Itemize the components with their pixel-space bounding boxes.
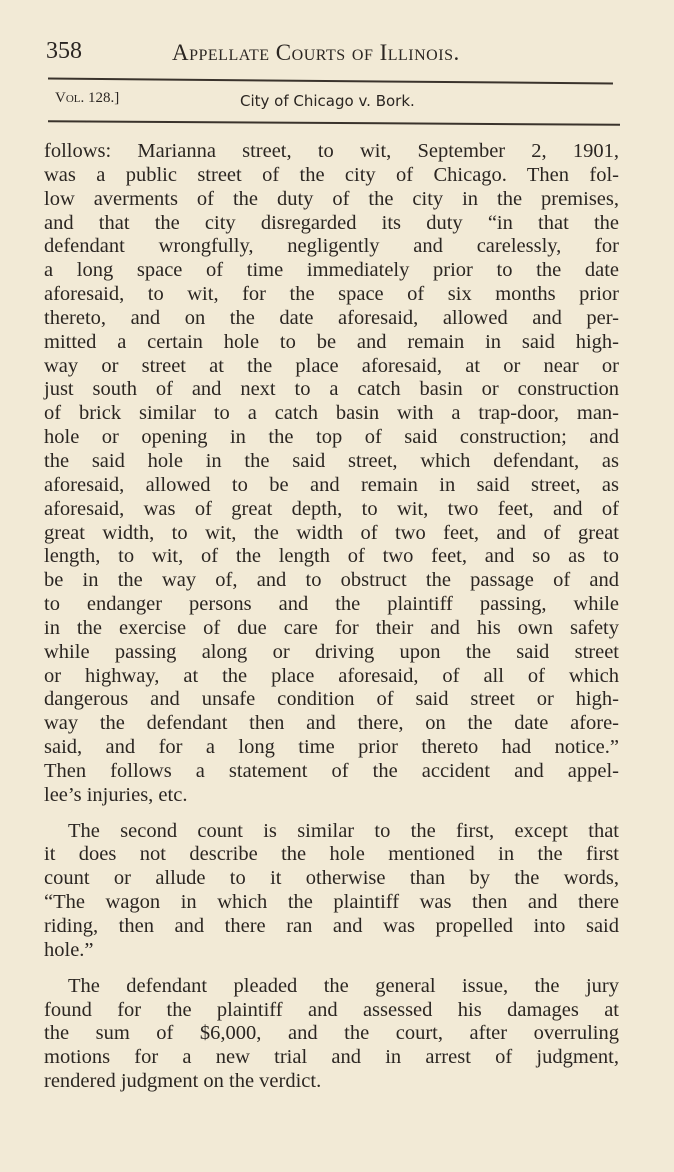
text-line: way or street at the place aforesaid, at or near or [44, 354, 619, 377]
text-line: hole or opening in the top of said construction; and [44, 426, 619, 449]
text-line: The defendant pleaded the general issue, the jury [68, 974, 619, 997]
text-line: aforesaid, to wit, for the space of six months prior [44, 283, 619, 306]
header-rule-top [48, 78, 613, 84]
paragraph [44, 140, 619, 808]
text-line: and that the city disregarded its duty “in that the [44, 211, 619, 234]
text-line: found for the plaintiff and assessed his damages at [44, 998, 619, 1021]
text-line: mitted a certain hole to be and remain in said high- [44, 330, 619, 353]
page-number: 358 [46, 38, 82, 64]
text-line: said, and for a long time prior thereto had notice.” [44, 736, 619, 759]
text-line: or highway, at the place aforesaid, of all of which [44, 664, 619, 687]
text-line: dangerous and unsafe condition of said street or high- [44, 688, 619, 711]
text-line: “The wagon in which the plaintiff was then and there [44, 891, 619, 914]
text-line: riding, then and there ran and was propelled into said [44, 915, 619, 937]
case-title: City of Chicago v. Bork. [240, 92, 415, 110]
text-line: while passing along or driving upon the said street [44, 640, 619, 663]
text-line: great width, to wit, the width of two feet, and of great [44, 521, 619, 544]
text-line: The second count is similar to the first, except that [68, 819, 619, 842]
text-line: way the defendant then and there, on the date afore- [44, 712, 619, 735]
text-line: aforesaid, was of great depth, to wit, two feet, and of [44, 497, 619, 520]
text-line: rendered judgment on the verdict. [44, 1070, 322, 1093]
text-line: be in the way of, and to obstruct the passage of and [44, 569, 619, 592]
text-line: thereto, and on the date aforesaid, allowed and per- [44, 306, 619, 329]
text-line: defendant wrongfully, negligently and carelessly, for [44, 235, 619, 258]
text-line: Then follows a statement of the accident and appel- [44, 759, 619, 782]
text-line: low averments of the duty of the city in the premises, [44, 187, 619, 210]
text-line: aforesaid, allowed to be and remain in said street, as [44, 473, 619, 496]
text-line: length, to wit, of the length of two feet, and so as to [44, 545, 619, 568]
text-line: the sum of $6,000, and the court, after overruling [44, 1022, 619, 1045]
paragraph [44, 975, 619, 1094]
text-line: was a public street of the city of Chicago. Then fol- [44, 163, 619, 186]
paragraph [44, 820, 619, 963]
text-line: just south of and next to a catch basin or construction [44, 378, 619, 401]
text-line: the said hole in the said street, which defendant, as [44, 449, 619, 472]
text-line: motions for a new trial and in arrest of judgment, [44, 1046, 619, 1069]
text-line: a long space of time immediately prior to the date [44, 259, 619, 282]
running-title: Appellate Courts of Illinois. [172, 40, 460, 65]
text-line: follows: Marianna street, to wit, September 2, 1901, [44, 140, 619, 162]
header-rule-bottom [48, 120, 620, 125]
volume-label: Vol. 128.] [55, 90, 120, 106]
text-line: to endanger persons and the plaintiff passing, while [44, 593, 619, 616]
text-line: lee’s injuries, etc. [44, 783, 188, 806]
text-line: it does not describe the hole mentioned in the first [44, 843, 619, 866]
text-line: count or allude to it otherwise than by the words, [44, 867, 619, 890]
text-line: of brick similar to a catch basin with a trap-door, man- [44, 402, 619, 425]
body-text [44, 140, 619, 1106]
text-line: hole.” [44, 938, 94, 961]
text-line: in the exercise of due care for their and his own safety [44, 616, 619, 639]
